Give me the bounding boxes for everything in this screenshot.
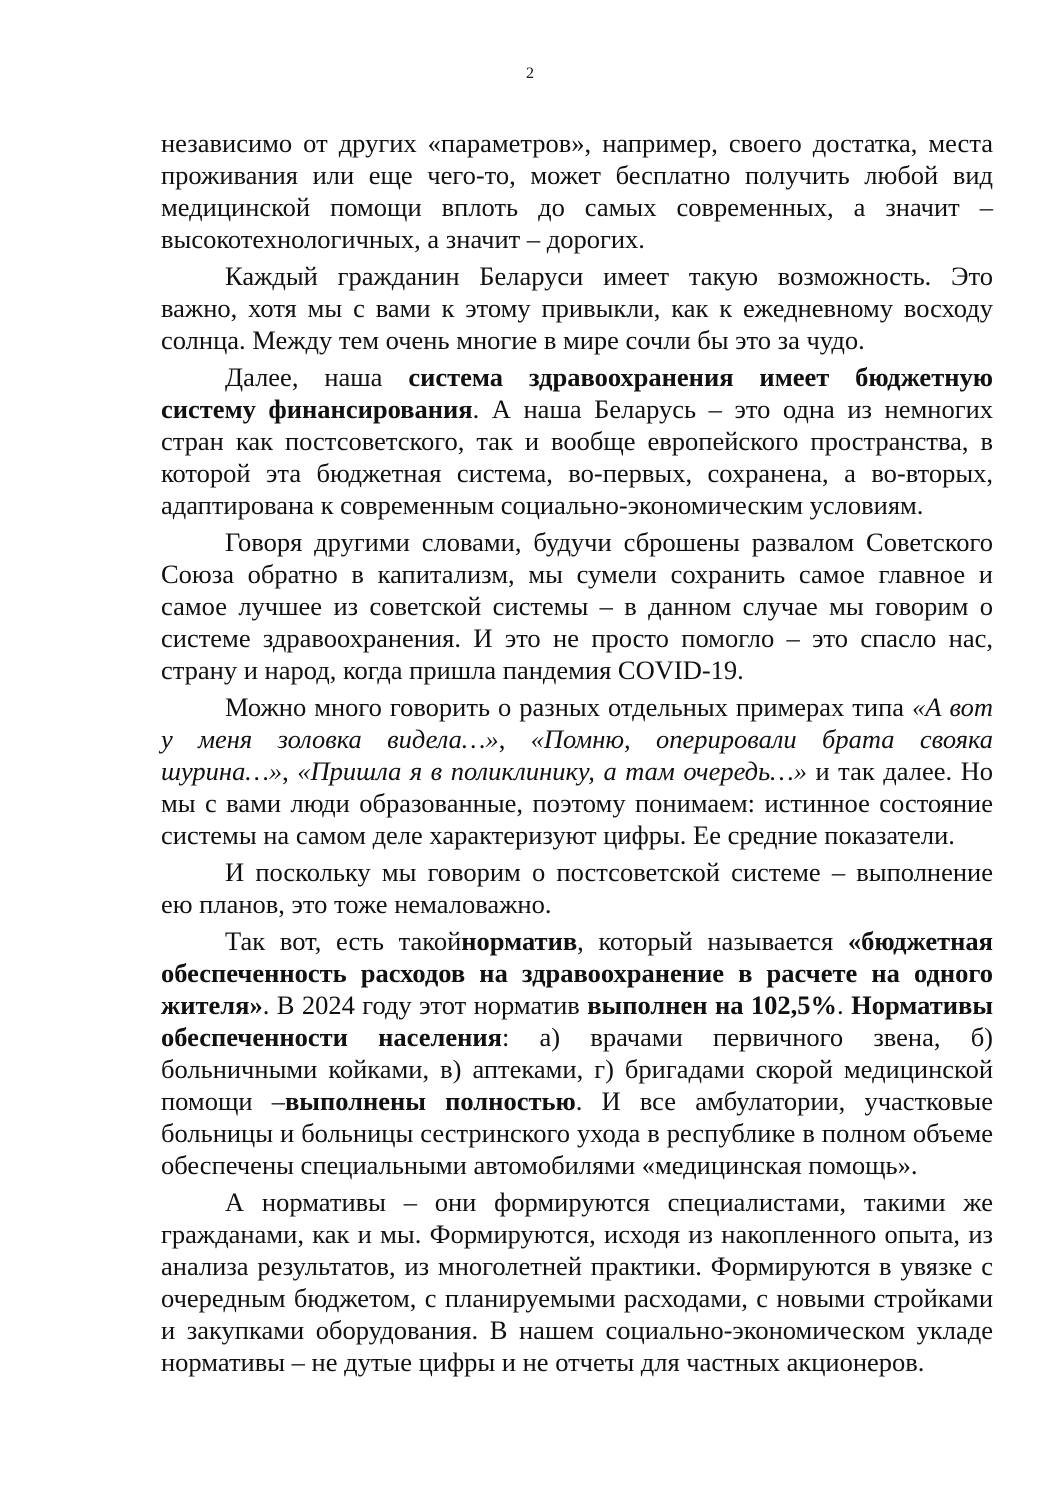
paragraph-text: Каждый гражданин Беларуси имеет такую возможность. Это важно, хотя мы с вами к этому привыкли, как к ежедневному восходу солнца. Между тем очень многие в мире сочли бы это за чудо. [161,261,993,355]
paragraph-7 [161,925,993,1181]
paragraph-text: . А наша Беларусь – это одна из немногих стран как постсоветского, так и вообще европейского пространства, в которой эта бюджетная система, во-первых, сохранена, а во-вторых, адаптирована к современным социально-экономическим условиям. [161,394,994,520]
paragraph-text: . [837,990,852,1020]
paragraph-text: независимо от других «параметров», например, своего достатка, места проживания или еще чего-то, может бесплатно получить любой вид медицинской помощи вплоть до самых современных, а значит – высокотехнологичных, а значит – дорогих. [161,128,993,254]
paragraph-text: Далее, наша [225,362,409,392]
bold-phrase: Нормативы обеспеченности населения [161,990,994,1052]
paragraph-text: И поскольку мы говорим о постсоветской системе – выполнение ею планов, это тоже немаловажно. [161,857,993,919]
paragraph-8 [161,1186,993,1378]
italic-quote: «Пришла я в поликлинику, а там очередь…» [297,756,807,786]
paragraph-text: Говоря другими словами, будучи сброшены развалом Советского Союза обратно в капитализм, мы сумели сохранить самое главное и самое лучшее из советской системы – в данном случае мы говорим о системе здравоохранения. И это не просто помогло – это спасло нас, страну и народ, когда пришла пандемия COVID-19. [161,527,993,685]
paragraph-text: , который называется [577,926,848,956]
paragraph-text: Так вот, есть такой [225,926,462,956]
bold-phrase: система здравоохранения имеет бюджетную систему финансирования [161,362,993,424]
paragraph-text: . В 2024 году этот норматив [262,990,588,1020]
paragraph-2 [161,260,993,356]
paragraph-text: : а) врачами первичного звена, б) больничными койками, в) аптеками, г) бригадами скорой медицинской помощи – [161,1022,993,1116]
paragraph-6 [161,856,993,920]
italic-quote: «А вот у меня золовка видела…» [161,692,993,754]
paragraph-3 [161,361,993,521]
paragraph-text: , [498,724,531,754]
paragraph-5 [161,691,993,851]
bold-phrase: норматив [461,926,578,956]
paragraph-text: , [282,756,298,786]
paragraph-1 [161,127,993,255]
paragraph-text: и так далее. Но мы с вами люди образованные, поэтому понимаем: истинное состояние системы на самом деле характеризуют цифры. Ее средние показатели. [161,756,994,850]
page-number: 2 [526,65,534,82]
bold-phrase: выполнены полностью [284,1086,576,1116]
paragraph-4 [161,526,993,686]
paragraph-text: . И все амбулатории, участковые больницы и больницы сестринского ухода в республике в полном объеме обеспечены специальными автомобилями «медицинская помощь». [161,1086,994,1180]
bold-phrase: «бюджетная обеспеченность расходов на здравоохранение в расчете на одного жителя» [161,926,994,1020]
paragraph-text: Можно много говорить о разных отдельных примерах типа [225,692,913,722]
document-body [161,127,993,1378]
italic-quote: «Помню, оперировали брата свояка шурина…» [161,724,994,786]
paragraph-text: А нормативы – они формируются специалистами, такими же гражданами, как и мы. Формируются, исходя из накопленного опыта, из анализа результатов, из многолетней практики. Формируются в увязке с очередным бюджетом, с планируемыми расходами, с новыми стройками и закупками оборудования. В нашем социально-экономическом укладе нормативы – не дутые цифры и не отчеты для частных акционеров. [161,1187,993,1377]
bold-phrase: выполнен на 102,5% [587,990,838,1020]
